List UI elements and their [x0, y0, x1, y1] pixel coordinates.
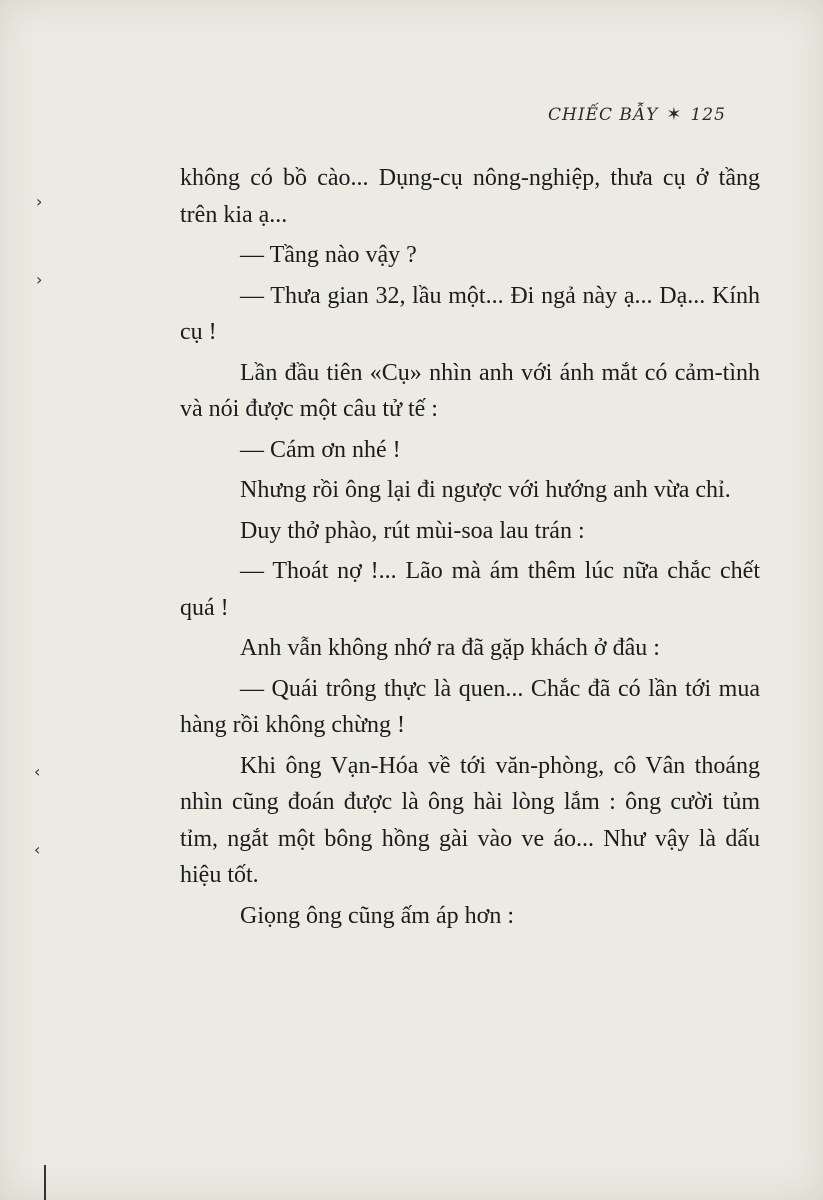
binding-hole-mark-icon: ›: [36, 192, 43, 211]
paragraph: Khi ông Vạn-Hóa về tới văn-phòng, cô Vân thoáng nhìn cũng đoán được là ông hài lòng lắm : ông cười tủm tỉm, ngắt một bông hồng gài vào ve áo... Như vậy là dấu hiệu tốt.: [180, 752, 760, 888]
paragraph: Giọng ông cũng ấm áp hơn :: [240, 902, 514, 929]
paragraph: — Thoát nợ !... Lão mà ám thêm lúc nữa chắc chết quá !: [180, 558, 760, 621]
paragraph: Duy thở phào, rút mùi-soa lau trán :: [240, 517, 585, 544]
binding-hole-mark-icon: ‹: [34, 840, 41, 859]
paragraph: Nhưng rồi ông lại đi ngược với hướng anh vừa chỉ.: [240, 477, 731, 503]
paragraph: Lần đầu tiên «Cụ» nhìn anh với ánh mắt có cảm-tình và nói được một câu tử tế :: [180, 359, 760, 422]
page-crease: [44, 1165, 46, 1200]
paragraph: — Cám ơn nhé !: [240, 436, 401, 463]
paragraph: không có bồ cào... Dụng-cụ nông-nghiệp, thưa cụ ở tầng trên kia ạ...: [180, 165, 760, 228]
running-header: [548, 104, 726, 125]
paragraph: — Quái trông thực là quen... Chắc đã có lần tới mua hàng rồi không chừng !: [180, 675, 760, 738]
star-ornament-icon: ✶: [666, 104, 683, 125]
binding-hole-mark-icon: ›: [36, 270, 43, 289]
paragraph: Anh vẫn không nhớ ra đã gặp khách ở đâu :: [240, 635, 660, 661]
page-number: 125: [690, 105, 726, 125]
paragraph: — Tầng nào vậy ?: [240, 242, 417, 268]
binding-hole-mark-icon: ‹: [34, 762, 41, 781]
paragraph: — Thưa gian 32, lầu một... Đi ngả này ạ... Dạ... Kính cụ !: [180, 282, 760, 345]
chapter-title: CHIẾC BẪY: [548, 105, 659, 125]
body-text: [180, 160, 760, 934]
